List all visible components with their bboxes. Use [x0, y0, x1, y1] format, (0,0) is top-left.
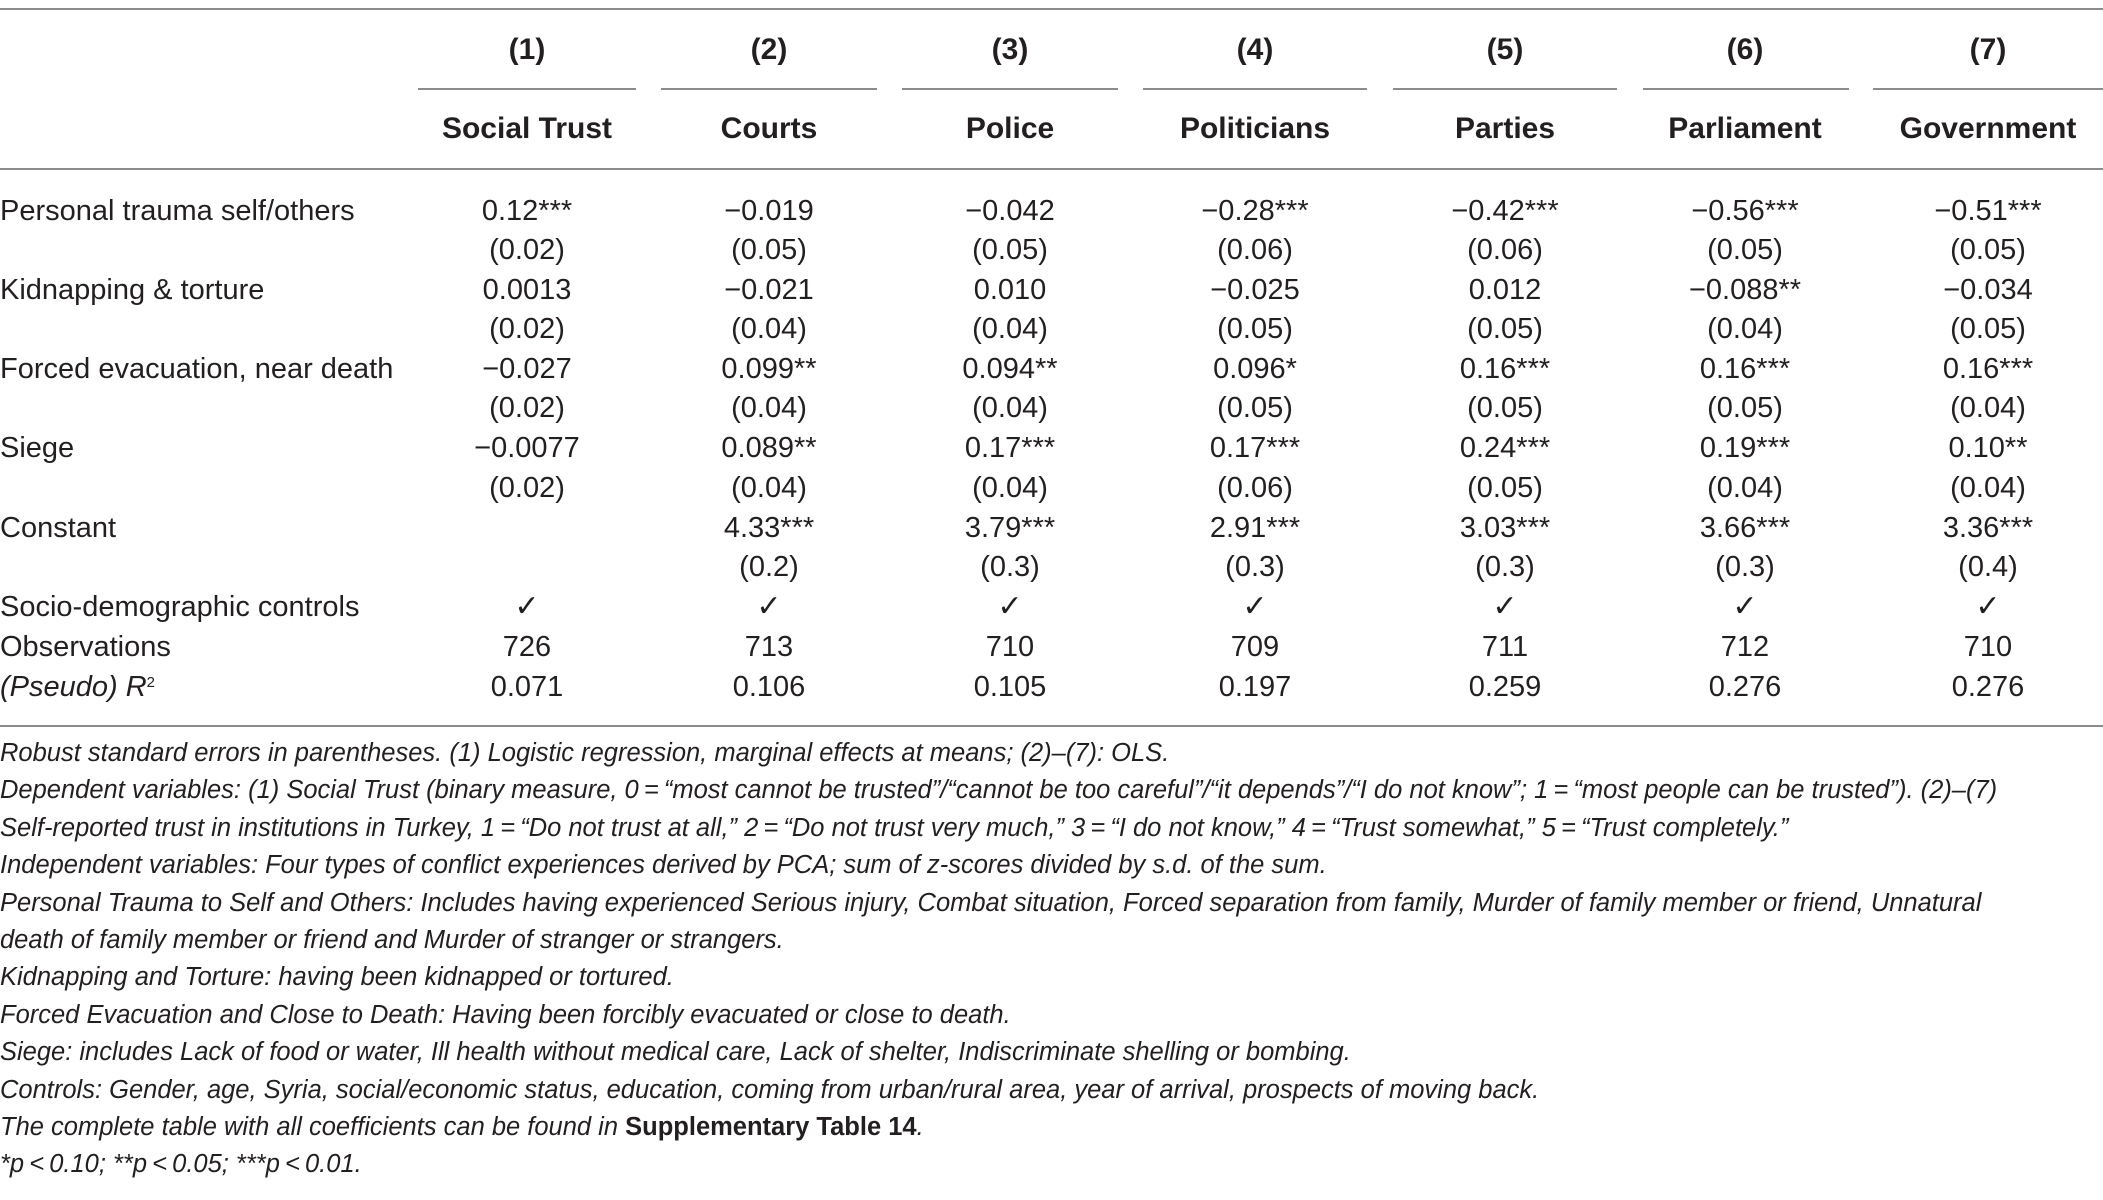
- checkmark-icon: ✓: [1732, 589, 1758, 624]
- row-label: Kidnapping & torture: [0, 274, 265, 306]
- column-number: (6): [1726, 33, 1764, 66]
- table-cell: (0.04): [1950, 392, 2026, 424]
- footnote-line: Dependent variables: (1) Social Trust (binary measure, 0 = “most cannot be trusted”/“cannot be too careful”/“it depends”/“I do not know”; 1 = “most people can be trusted”). (2)–(7): [0, 776, 1998, 805]
- table-cell: 712: [1720, 631, 1770, 663]
- column-underline: [1873, 88, 2103, 90]
- table-top-rule: [0, 8, 2103, 10]
- column-number: (2): [750, 33, 788, 66]
- footnote-line: Robust standard errors in parentheses. (1) Logistic regression, marginal effects at means; (2)–(7): OLS.: [0, 739, 1170, 767]
- checkmark-icon: ✓: [1492, 589, 1518, 624]
- table-cell: −0.0077: [474, 432, 580, 464]
- table-cell: 0.012: [1468, 274, 1542, 306]
- table-cell: (0.05): [1217, 392, 1293, 424]
- table-cell: 713: [744, 631, 794, 663]
- row-label: Observations: [0, 631, 171, 663]
- column-number: (1): [508, 33, 546, 66]
- supplementary-note-suffix: .: [916, 1112, 924, 1141]
- column-number: (3): [991, 33, 1029, 66]
- table-cell: −0.56***: [1691, 195, 1799, 227]
- table-cell: (0.04): [1707, 313, 1783, 345]
- table-cell: (0.04): [731, 313, 807, 345]
- column-header: Courts: [720, 112, 818, 145]
- row-label: Personal trauma self/others: [0, 195, 355, 227]
- column-underline: [902, 88, 1118, 90]
- table-cell: (0.06): [1217, 472, 1293, 504]
- table-cell: (0.05): [1707, 234, 1783, 266]
- table-cell: (0.04): [1707, 472, 1783, 504]
- table-cell: 0.24***: [1459, 432, 1551, 464]
- table-cell: 710: [985, 631, 1035, 663]
- table-cell: (0.05): [1467, 392, 1543, 424]
- pseudo-r2-superscript: 2: [146, 674, 156, 691]
- table-cell: −0.034: [1943, 274, 2033, 306]
- row-label: Socio-demographic controls: [0, 591, 360, 623]
- table-cell: (0.2): [739, 551, 799, 583]
- row-label: Forced evacuation, near death: [0, 353, 394, 385]
- pseudo-r2-label-text: (Pseudo) R: [0, 671, 147, 703]
- table-cell: 0.276: [1708, 671, 1782, 703]
- table-cell: 0.16***: [1699, 353, 1791, 385]
- supplementary-note-prefix: The complete table with all coefficients can be found in: [0, 1112, 626, 1141]
- table-cell: 0.099**: [721, 353, 817, 385]
- supplementary-table-reference[interactable]: Supplementary Table 14: [625, 1112, 917, 1141]
- table-cell: (0.3): [1715, 551, 1775, 583]
- table-cell: −0.027: [482, 353, 572, 385]
- footnote-line: Forced Evacuation and Close to Death: Having been forcibly evacuated or close to death.: [0, 1000, 1011, 1029]
- table-cell: (0.3): [1225, 551, 1285, 583]
- column-number: (4): [1236, 33, 1274, 66]
- table-cell: (0.06): [1217, 234, 1293, 266]
- table-cell: (0.04): [1950, 472, 2026, 504]
- table-cell: (0.05): [1467, 313, 1543, 345]
- footnote-line: Independent variables: Four types of conflict experiences derived by PCA; sum of z-scores divided by s.d. of the sum.: [0, 851, 1327, 880]
- footnote-line: Controls: Gender, age, Syria, social/economic status, education, coming from urban/rural area, year of arrival, prospects of moving back.: [0, 1075, 1540, 1104]
- pseudo-r2-label: [0, 667, 155, 707]
- table-cell: (0.02): [489, 234, 565, 266]
- table-cell: 0.276: [1951, 671, 2025, 703]
- table-cell: 710: [1963, 631, 2013, 663]
- header-bottom-rule: [0, 168, 2103, 170]
- table-cell: (0.04): [972, 472, 1048, 504]
- table-cell: (0.05): [1217, 313, 1293, 345]
- table-cell: 4.33***: [723, 512, 815, 544]
- checkmark-icon: ✓: [514, 589, 540, 624]
- row-label: Constant: [0, 512, 117, 544]
- column-header: Parties: [1454, 112, 1556, 145]
- column-underline: [1393, 88, 1617, 90]
- table-cell: [420, 508, 634, 548]
- checkmark-icon: ✓: [756, 589, 782, 624]
- table-cell: −0.42***: [1451, 195, 1559, 227]
- table-cell: [420, 547, 634, 587]
- table-cell: 0.094**: [962, 353, 1058, 385]
- table-cell: −0.025: [1210, 274, 1300, 306]
- table-cell: (0.05): [1950, 234, 2026, 266]
- table-cell: −0.088**: [1688, 274, 1802, 306]
- table-cell: 0.19***: [1699, 432, 1791, 464]
- table-cell: 709: [1230, 631, 1280, 663]
- table-cell: (0.04): [972, 392, 1048, 424]
- table-cell: 0.105: [973, 671, 1047, 703]
- column-header: Parliament: [1668, 112, 1822, 145]
- table-cell: (0.04): [731, 392, 807, 424]
- table-footnotes: [0, 735, 2103, 1184]
- table-cell: −0.51***: [1934, 195, 2042, 227]
- column-underline: [418, 88, 636, 90]
- column-underline: [1643, 88, 1849, 90]
- column-underline: [1143, 88, 1367, 90]
- supplementary-note: [0, 1109, 2103, 1146]
- table-cell: (0.02): [489, 472, 565, 504]
- row-label: Siege: [0, 432, 75, 464]
- table-cell: (0.05): [731, 234, 807, 266]
- footnote-line: Kidnapping and Torture: having been kidnapped or tortured.: [0, 963, 674, 992]
- table-cell: 0.010: [973, 274, 1047, 306]
- table-cell: (0.05): [1950, 313, 2026, 345]
- table-cell: 3.36***: [1942, 512, 2034, 544]
- table-cell: 3.66***: [1699, 512, 1791, 544]
- table-cell: 0.17***: [964, 432, 1056, 464]
- footnote-line: Siege: includes Lack of food or water, Ill health without medical care, Lack of shelter, Indiscriminate shelling or bombing.: [0, 1038, 1351, 1067]
- table-cell: −0.28***: [1201, 195, 1309, 227]
- column-header: Politicians: [1179, 112, 1331, 145]
- table-cell: 0.16***: [1942, 353, 2034, 385]
- footnote-line: Self-reported trust in institutions in Turkey, 1 = “Do not trust at all,” 2 = “Do not trust very much,” 3 = “I do not know,” 4 = “Trust somewhat,” 5 = “Trust completely.”: [0, 813, 1789, 842]
- table-cell: (0.05): [1707, 392, 1783, 424]
- column-header: Social Trust: [441, 112, 613, 145]
- table-cell: 0.197: [1218, 671, 1292, 703]
- table-cell: (0.04): [972, 313, 1048, 345]
- table-cell: 0.071: [490, 671, 564, 703]
- table-bottom-rule: [0, 725, 2103, 727]
- table-cell: 0.12***: [481, 195, 573, 227]
- significance-note: *p < 0.10; **p < 0.05; ***p < 0.01.: [0, 1150, 362, 1179]
- column-header: Government: [1899, 112, 2077, 145]
- table-cell: (0.05): [1467, 472, 1543, 504]
- column-underline: [661, 88, 877, 90]
- table-cell: (0.4): [1958, 551, 2018, 583]
- table-cell: (0.3): [980, 551, 1040, 583]
- table-cell: 2.91***: [1209, 512, 1301, 544]
- footnote-line: death of family member or friend and Murder of stranger or strangers.: [0, 925, 784, 954]
- table-cell: −0.019: [724, 195, 814, 227]
- column-number: (7): [1969, 33, 2007, 66]
- table-cell: 711: [1481, 631, 1529, 663]
- table-cell: (0.04): [731, 472, 807, 504]
- table-cell: 3.03***: [1459, 512, 1551, 544]
- column-number: (5): [1486, 33, 1524, 66]
- table-cell: −0.042: [965, 195, 1055, 227]
- table-cell: 0.259: [1468, 671, 1542, 703]
- table-cell: (0.3): [1475, 551, 1535, 583]
- table-cell: (0.05): [972, 234, 1048, 266]
- table-cell: 0.16***: [1459, 353, 1551, 385]
- checkmark-icon: ✓: [1242, 589, 1268, 624]
- checkmark-icon: ✓: [997, 589, 1023, 624]
- table-cell: 0.089**: [721, 432, 817, 464]
- table-cell: 0.17***: [1209, 432, 1301, 464]
- table-cell: 0.096*: [1213, 353, 1297, 385]
- checkmark-icon: ✓: [1975, 589, 2001, 624]
- table-cell: 0.0013: [482, 274, 572, 306]
- table-cell: 726: [502, 631, 552, 663]
- table-cell: 3.79***: [964, 512, 1056, 544]
- table-cell: −0.021: [724, 274, 814, 306]
- table-cell: 0.106: [732, 671, 806, 703]
- footnote-line: Personal Trauma to Self and Others: Includes having experienced Serious injury, Combat situation, Forced separation from family, Murder of family member or friend, Unnatural: [0, 888, 1982, 917]
- column-header: Police: [965, 112, 1055, 145]
- table-cell: (0.06): [1467, 234, 1543, 266]
- table-cell: (0.02): [489, 392, 565, 424]
- table-cell: (0.02): [489, 313, 565, 345]
- table-cell: 0.10**: [1948, 432, 2028, 464]
